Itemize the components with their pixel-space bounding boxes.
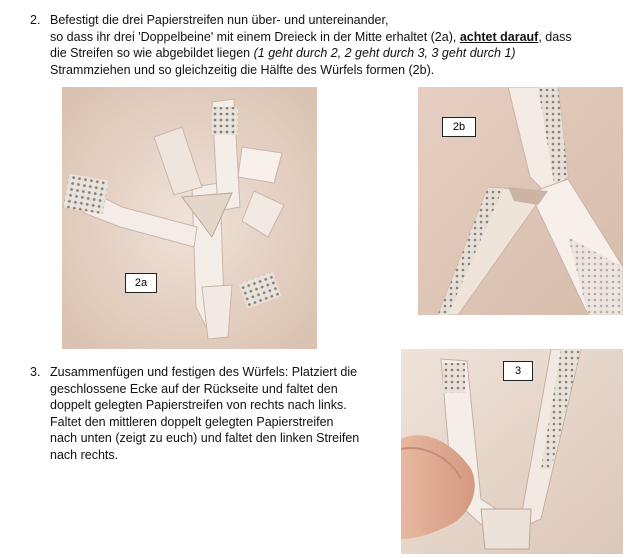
step-2-line-2-end: , dass	[538, 29, 572, 44]
step-3-line: Faltet den mittleren doppelt gelegten Papierstreifen	[50, 414, 334, 429]
photo-3	[401, 349, 623, 554]
step-2-line-1: Befestigt die drei Papierstreifen nun über- und untereinander,	[50, 13, 389, 27]
step-2-text	[50, 12, 630, 78]
step-2-italic-note: (1 geht durch 2, 2 geht durch 3, 3 geht durch 1)	[253, 46, 516, 60]
step-2-line-2	[50, 29, 630, 46]
photo-2a	[62, 87, 317, 349]
step-2-line-3-start: die Streifen so wie abgebildet liegen	[50, 46, 254, 60]
photo-2a-image	[62, 87, 317, 349]
step-3-line: Zusammenfügen und festigen des Würfels: Platziert die	[50, 365, 358, 379]
photo-3-label: 3	[503, 361, 533, 381]
photo-2b	[418, 87, 623, 315]
step-2-line-4: Strammziehen und so gleichzeitig die Hälfte des Würfels formen (2b).	[50, 62, 435, 77]
step-3-line: nach unten (zeigt zu euch) und faltet den linken Streifen	[50, 431, 360, 445]
photo-2a-label: 2a	[125, 273, 157, 293]
step-3-text	[50, 364, 390, 463]
step-2-number: 2.	[30, 13, 41, 27]
step-3-number: 3.	[30, 365, 41, 379]
step-3-line: geschlossene Ecke auf der Rückseite und faltet den	[50, 381, 338, 396]
step-3-line: nach rechts.	[50, 447, 119, 462]
step-2-line-2-start: so dass ihr drei 'Doppelbeine' mit einem Dreieck in der Mitte erhaltet (2a),	[50, 29, 460, 44]
step-2-line-3	[50, 45, 630, 62]
photo-2b-label: 2b	[442, 117, 476, 137]
step-3-line: doppelt gelegten Papierstreifen von rechts nach links.	[50, 398, 347, 412]
step-2-emphasis: achtet darauf	[459, 29, 539, 44]
